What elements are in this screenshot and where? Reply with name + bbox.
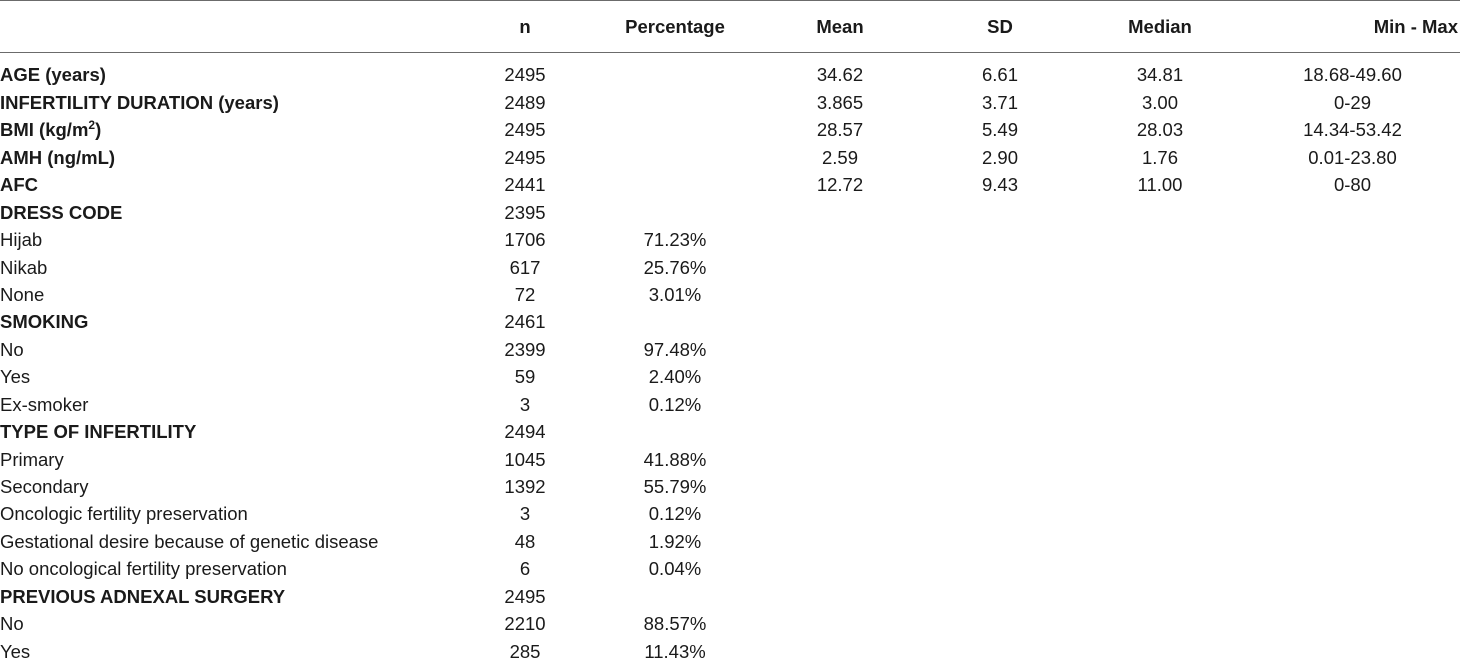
table-row [0,199,1460,226]
cell-percentage [595,144,755,171]
cell-median [1075,474,1245,501]
cell-n: 2489 [504,91,546,113]
header-percentage: Percentage [595,1,755,53]
cell-percentage: 2.40% [648,366,702,388]
cell-min-max [1245,501,1460,528]
table-row [0,501,1460,528]
cell-sd [925,474,1075,501]
cell-percentage [595,89,755,116]
cell-label [0,199,455,226]
cell-min-max [1245,227,1460,254]
table-row [0,556,1460,583]
cell-label [0,309,455,336]
cell-n: 2395 [504,201,546,223]
cell-mean [755,474,925,501]
cell-min-max [1245,611,1460,638]
cell-percentage: 88.57% [643,613,707,635]
cell-min-max: 0.01-23.80 [1308,146,1397,168]
table-row [0,364,1460,391]
cell-mean: 28.57 [816,119,864,141]
cell-sd [925,199,1075,226]
cell-n: 617 [509,256,541,278]
table-row [0,89,1460,116]
table-row [0,227,1460,254]
row-label-text: BMI (kg/m [0,119,89,141]
cell-label [0,583,455,610]
cell-min-max [1245,199,1460,226]
cell-percentage: 3.01% [648,283,702,305]
row-label-text: No [0,613,24,635]
cell-n: 48 [514,530,536,552]
table-body [0,62,1460,666]
cell-median: 1.76 [1141,146,1178,168]
cell-n: 1392 [504,476,546,498]
cell-median [1075,254,1245,281]
cell-mean: 34.62 [816,64,864,86]
cell-label [0,336,455,363]
cell-label [0,611,455,638]
cell-min-max [1245,446,1460,473]
cell-min-max [1245,282,1460,309]
cell-median [1075,419,1245,446]
cell-n: 2495 [504,64,546,86]
cell-median [1075,364,1245,391]
row-label-text: SMOKING [0,311,89,333]
cell-percentage [595,419,755,446]
cell-percentage [595,309,755,336]
row-label-text: Nikab [0,256,48,278]
cell-percentage [595,62,755,89]
table-row [0,446,1460,473]
table-row [0,638,1460,665]
cell-median [1075,638,1245,665]
cell-label [0,474,455,501]
cell-percentage: 1.92% [648,530,702,552]
cell-label [0,501,455,528]
cell-n: 2495 [504,119,546,141]
cell-sd [925,282,1075,309]
cell-percentage: 97.48% [643,338,707,360]
cell-sd [925,501,1075,528]
header-label [0,1,455,53]
cell-mean [755,254,925,281]
cell-label [0,89,455,116]
cell-mean [755,528,925,555]
cell-sd: 5.49 [981,119,1018,141]
cell-median [1075,282,1245,309]
cell-mean [755,282,925,309]
cell-label [0,62,455,89]
table-row [0,144,1460,171]
cell-min-max: 14.34-53.42 [1303,119,1402,141]
cell-min-max [1245,254,1460,281]
cell-n: 2461 [504,311,546,333]
cell-min-max [1245,419,1460,446]
cell-min-max [1245,528,1460,555]
cell-min-max: 0-29 [1333,91,1372,113]
cell-median [1075,336,1245,363]
cell-percentage [595,199,755,226]
cell-sd [925,611,1075,638]
cell-label [0,419,455,446]
cell-n: 3 [519,503,531,525]
cell-sd [925,556,1075,583]
header-row [0,1,1460,53]
cell-percentage: 41.88% [643,448,707,470]
cell-mean [755,556,925,583]
row-label-text: No oncological fertility preservation [0,558,287,580]
cell-median [1075,583,1245,610]
cell-label [0,364,455,391]
cell-sd [925,446,1075,473]
cell-sd [925,364,1075,391]
cell-mean [755,364,925,391]
row-label-text: Hijab [0,229,43,251]
cell-n: 6 [519,558,531,580]
cell-median [1075,227,1245,254]
cell-n: 2210 [504,613,546,635]
table-row [0,583,1460,610]
cell-n: 1706 [504,229,546,251]
cell-label [0,391,455,418]
table-row [0,282,1460,309]
cell-median [1075,199,1245,226]
cell-percentage: 0.04% [648,558,702,580]
row-label-text: TYPE OF INFERTILITY [0,421,197,443]
cell-sd [925,227,1075,254]
cell-median: 11.00 [1137,174,1183,196]
row-label-text: Oncologic fertility preservation [0,503,248,525]
cell-mean [755,446,925,473]
table-row [0,254,1460,281]
cell-median: 3.00 [1141,91,1178,113]
cell-n: 2494 [504,421,546,443]
cell-mean [755,309,925,336]
header-median: Median [1075,1,1245,53]
cell-mean [755,501,925,528]
cell-label [0,446,455,473]
cell-mean [755,638,925,665]
table-row [0,528,1460,555]
cell-label [0,254,455,281]
cell-sd [925,528,1075,555]
cell-n: 59 [514,366,536,388]
cell-n: 2495 [504,146,546,168]
cell-n: 2441 [504,174,546,196]
row-label-text: PREVIOUS ADNEXAL SURGERY [0,585,286,607]
cell-percentage [595,172,755,199]
table-row [0,172,1460,199]
row-label-text: Yes [0,366,31,388]
cell-min-max [1245,583,1460,610]
cell-min-max: 18.68-49.60 [1303,64,1402,86]
header-min-max: Min - Max [1245,1,1460,53]
cell-mean: 3.865 [816,91,864,113]
row-label-text: AMH (ng/mL) [0,146,116,168]
cell-min-max: 0-80 [1333,174,1372,196]
row-label-superscript: 2 [88,118,96,133]
cell-percentage: 25.76% [643,256,707,278]
cell-mean [755,611,925,638]
cell-min-max [1245,556,1460,583]
cell-median: 34.81 [1136,64,1184,86]
cell-label [0,528,455,555]
table-row [0,391,1460,418]
cell-n: 2495 [504,585,546,607]
cell-percentage [595,583,755,610]
cell-mean [755,199,925,226]
cell-median [1075,556,1245,583]
table-header [0,1,1460,53]
cell-percentage: 0.12% [648,393,702,415]
cell-n: 2399 [504,338,546,360]
cell-sd: 6.61 [981,64,1018,86]
row-label-text: No [0,338,24,360]
cell-sd: 9.43 [981,174,1018,196]
row-label-text: Secondary [0,476,89,498]
table-row [0,309,1460,336]
row-label-text: Ex-smoker [0,393,89,415]
cell-sd: 2.90 [981,146,1018,168]
cell-label [0,144,455,171]
row-label-text: DRESS CODE [0,201,123,223]
cell-percentage: 0.12% [648,503,702,525]
cell-percentage: 71.23% [643,229,707,251]
cell-mean [755,227,925,254]
cell-n: 3 [519,393,531,415]
header-n: n [455,1,595,53]
cell-mean [755,583,925,610]
cell-label [0,227,455,254]
cell-median [1075,611,1245,638]
cell-label [0,117,455,144]
cell-mean [755,391,925,418]
cell-n: 285 [509,640,541,662]
cell-min-max [1245,638,1460,665]
cell-median [1075,309,1245,336]
cell-sd [925,254,1075,281]
table-row [0,117,1460,144]
row-label-text: AFC [0,174,39,196]
cell-label [0,638,455,665]
cell-min-max [1245,474,1460,501]
cell-min-max [1245,309,1460,336]
cell-mean [755,419,925,446]
cell-sd [925,583,1075,610]
table-row [0,474,1460,501]
cell-sd: 3.71 [981,91,1018,113]
cell-n: 1045 [504,448,546,470]
header-sd: SD [925,1,1075,53]
cell-min-max [1245,391,1460,418]
cell-min-max [1245,364,1460,391]
row-label-text: INFERTILITY DURATION (years) [0,91,279,113]
header-mean: Mean [755,1,925,53]
cell-mean: 12.72 [816,174,864,196]
cell-label [0,282,455,309]
cell-sd [925,638,1075,665]
cell-sd [925,391,1075,418]
row-label-text: AGE (years) [0,64,106,86]
cell-median: 28.03 [1136,119,1184,141]
row-label-tail: ) [95,119,102,141]
cell-median [1075,446,1245,473]
row-label-text: Primary [0,448,64,470]
cell-label [0,556,455,583]
cell-sd [925,419,1075,446]
cell-median [1075,528,1245,555]
row-label-text: Yes [0,640,31,662]
table-row [0,611,1460,638]
cell-percentage [595,117,755,144]
row-label-text: None [0,283,45,305]
cell-median [1075,501,1245,528]
cell-sd [925,309,1075,336]
cell-median [1075,391,1245,418]
cell-sd [925,336,1075,363]
table-row [0,62,1460,89]
cell-mean [755,336,925,363]
cell-n: 72 [514,283,536,305]
row-label-text: Gestational desire because of genetic disease [0,530,379,552]
cell-percentage: 55.79% [643,476,707,498]
cell-mean: 2.59 [821,146,858,168]
table-row [0,336,1460,363]
cell-label [0,172,455,199]
table-row [0,419,1460,446]
header-spacer [0,53,1460,63]
cell-min-max [1245,336,1460,363]
cell-percentage: 11.43% [644,640,706,662]
